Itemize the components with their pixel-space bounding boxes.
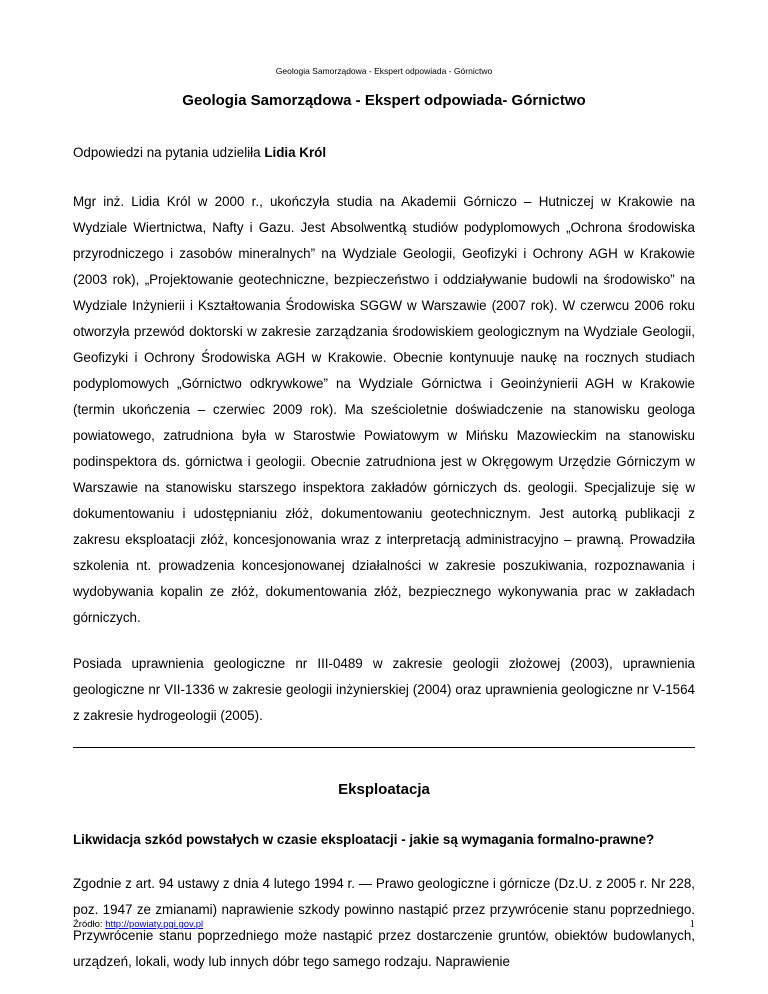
question-heading: Likwidacja szkód powstałych w czasie eksploatacji - jakie są wymagania formalno-prawne? <box>73 832 655 847</box>
footer-source <box>73 919 203 930</box>
source-link[interactable]: http://powiaty.pgi.gov.pl <box>105 919 204 930</box>
section-divider <box>73 747 695 748</box>
bio-paragraph: Mgr inż. Lidia Król w 2000 r., ukończyła studia na Akademii Górniczo – Hutniczej w Krakowie na Wydziale Wiertnictwa, Nafty i Gazu. Jest Absolwentką studiów podyplomowych „Ochrona środowiska przyrodniczego i zasobów mineralnych” na Wydziale Geologii, Geofizyki i Ochrony AGH w Krakowie (2003 rok), „Projektowanie geotechniczne, bezpieczeństwo i oddziaływanie budowli na środowisko” na Wydziale Inżynierii i Kształtowania Środowiska SGGW w Warszawie (2007 rok). W czerwcu 2006 roku otworzyła przewód doktorski w zakresie zarządzania środowiskiem geologicznym na Wydziale Geologii, Geofizyki i Ochrony Środowiska AGH w Krakowie. Obecnie kontynuuje naukę na rocznych studiach podyplomowych „Górnictwo odkrywkowe” na Wydziale Górnictwa i Geoinżynierii AGH w Krakowie (termin ukończenia – czerwiec 2009 rok). Ma sześcioletnie doświadczenie na stanowisku geologa powiatowego, zatrudniona była w Starostwie Powiatowym w Mińsku Mazowieckim na stanowisku podinspektora ds. górnictwa i geologii. Obecnie zatrudniona jest w Okręgowym Urzędzie Górniczym w Warszawie na stanowisku starszego inspektora zakładów górniczych ds. geologii. Specjalizuje się w dokumentowaniu i udostępnianiu złóż, dokumentowaniu geotechnicznym. Jest autorką publikacji z zakresu eksploatacji złóż, koncesjonowania wraz z interpretacją administracyjno – prawną. Prowadziła szkolenia nt. prowadzenia koncesjonowanej działalności w zakresie poszukiwania, rozpoznawania i wydobywania kopalin ze złóż, dokumentowania złóż, bezpiecznego wykonywania prac w zakładach górniczych. <box>73 194 695 625</box>
page-number: 1 <box>689 918 695 930</box>
document-title: Geologia Samorządowa - Ekspert odpowiada- Górnictwo <box>182 92 586 109</box>
intro-line <box>73 140 695 166</box>
answer-paragraph: Zgodnie z art. 94 ustawy z dnia 4 lutego 1994 r. — Prawo geologiczne i górnicze (Dz.U. z 2005 r. Nr 228, poz. 1947 ze zmianami) naprawienie szkody powinno nastąpić przez przywrócenie stanu poprzedniego. Przywrócenie stanu poprzedniego może nastąpić przez dostarczenie gruntów, obiektów budowlanych, urządzeń, lokali, wody lub innych dóbr tego samego rodzaju. Naprawienie <box>73 876 695 969</box>
document-body <box>73 140 695 975</box>
author-name: Lidia Król <box>264 145 327 160</box>
licenses-paragraph: Posiada uprawnienia geologiczne nr III-0489 w zakresie geologii złożowej (2003), uprawnienia geologiczne nr VII-1336 w zakresie geologii inżynierskiej (2004) oraz uprawnienia geologiczne nr V-1564 z zakresie hydrogeologii (2005). <box>73 656 695 723</box>
intro-prefix: Odpowiedzi na pytania udzieliła <box>73 145 265 160</box>
running-header: Geologia Samorządowa - Ekspert odpowiada - Górnictwo <box>275 66 493 76</box>
section-title: Eksploatacja <box>338 781 430 798</box>
source-label: Źródło: <box>73 919 106 930</box>
